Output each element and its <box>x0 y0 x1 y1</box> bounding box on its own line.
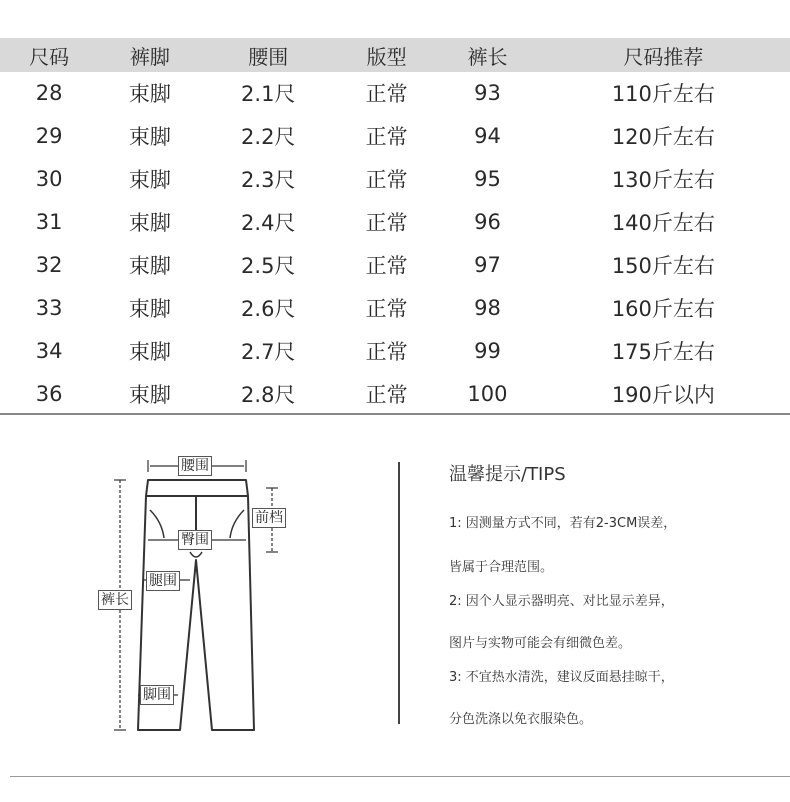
table-row <box>0 329 790 372</box>
table-cell: 94 <box>474 123 501 148</box>
table-cell: 2.3尺 <box>241 167 296 192</box>
hip-label: 臀围 <box>178 530 212 550</box>
table-cell: 190斤以内 <box>611 382 715 407</box>
table-cell: 2.2尺 <box>241 124 296 149</box>
table-cell: 100 <box>467 381 508 406</box>
table-row <box>0 157 790 200</box>
bottom-divider <box>10 776 790 777</box>
table-cell: 120斤左右 <box>611 124 715 149</box>
table-cell: 正常 <box>365 82 408 106</box>
table-row <box>0 286 790 329</box>
table-cell: 150斤左右 <box>611 253 715 278</box>
header-size: 尺码 <box>0 38 98 72</box>
table-cell: 130斤左右 <box>611 167 715 192</box>
tip-line: 分色洗涤以免衣服染色。 <box>449 712 593 727</box>
table-cell: 140斤左右 <box>611 210 715 235</box>
hem-label: 脚围 <box>140 685 174 705</box>
tip-line: 2: 因个人显示器明亮、对比显示差异， <box>449 594 674 609</box>
table-cell: 束脚 <box>128 167 171 192</box>
length-label: 裤长 <box>98 590 132 610</box>
table-cell: 95 <box>474 166 501 191</box>
header-hem-type: 裤脚 <box>98 38 201 72</box>
table-row <box>0 372 790 415</box>
table-row <box>0 243 790 286</box>
table-cell: 2.7尺 <box>241 339 296 364</box>
table-cell: 31 <box>35 209 63 234</box>
header-length: 裤长 <box>438 38 536 72</box>
table-cell: 99 <box>474 338 501 363</box>
table-cell: 160斤左右 <box>611 296 715 321</box>
table-cell: 93 <box>474 81 501 105</box>
table-cell: 34 <box>35 338 63 363</box>
vertical-divider <box>398 462 400 724</box>
tips-title: 温馨提示/TIPS <box>449 464 566 485</box>
table-cell: 正常 <box>365 167 408 192</box>
table-cell: 正常 <box>365 124 408 149</box>
table-cell: 36 <box>35 381 63 406</box>
table-header-row <box>0 38 790 72</box>
thigh-label: 腿围 <box>146 571 180 591</box>
tips-panel <box>449 456 779 727</box>
table-cell: 束脚 <box>128 124 171 149</box>
table-cell: 束脚 <box>128 339 171 364</box>
table-row <box>0 200 790 243</box>
table-cell: 束脚 <box>128 382 171 407</box>
table-cell: 28 <box>35 81 63 105</box>
table-cell: 正常 <box>365 382 408 407</box>
table-cell: 2.8尺 <box>241 382 296 407</box>
table-row <box>0 72 790 114</box>
waist-label: 腰围 <box>178 456 212 476</box>
pants-measurement-diagram <box>90 440 320 740</box>
table-cell: 束脚 <box>128 82 171 106</box>
table-cell: 束脚 <box>128 253 171 278</box>
section-divider <box>0 413 790 415</box>
table-cell: 30 <box>35 166 63 191</box>
table-cell: 29 <box>35 123 63 148</box>
table-cell: 正常 <box>365 253 408 278</box>
tip-line: 图片与实物可能会有细微色差。 <box>449 636 632 651</box>
table-cell: 正常 <box>365 210 408 235</box>
table-row <box>0 114 790 157</box>
table-cell: 束脚 <box>128 296 171 321</box>
size-table <box>0 38 790 415</box>
header-fit: 版型 <box>335 38 438 72</box>
table-cell: 32 <box>35 252 63 277</box>
header-recommendation: 尺码推荐 <box>537 38 790 72</box>
rise-label: 前档 <box>252 508 286 528</box>
table-cell: 束脚 <box>128 210 171 235</box>
table-cell: 2.5尺 <box>241 253 296 278</box>
table-cell: 2.1尺 <box>241 82 296 106</box>
table-cell: 2.6尺 <box>241 296 296 321</box>
table-cell: 正常 <box>365 339 408 364</box>
tip-line: 3: 不宜热水清洗，建议反面悬挂晾干， <box>449 670 674 685</box>
header-waist: 腰围 <box>201 38 335 72</box>
table-cell: 97 <box>474 252 501 277</box>
table-cell: 98 <box>474 295 501 320</box>
table-cell: 33 <box>35 295 63 320</box>
tip-line: 皆属于合理范围。 <box>449 560 554 575</box>
tip-line: 1: 因测量方式不同，若有2-3CM误差， <box>449 516 677 531</box>
table-cell: 110斤左右 <box>611 82 715 106</box>
table-cell: 正常 <box>365 296 408 321</box>
table-cell: 96 <box>474 209 501 234</box>
table-cell: 175斤左右 <box>611 339 715 364</box>
table-cell: 2.4尺 <box>241 210 296 235</box>
